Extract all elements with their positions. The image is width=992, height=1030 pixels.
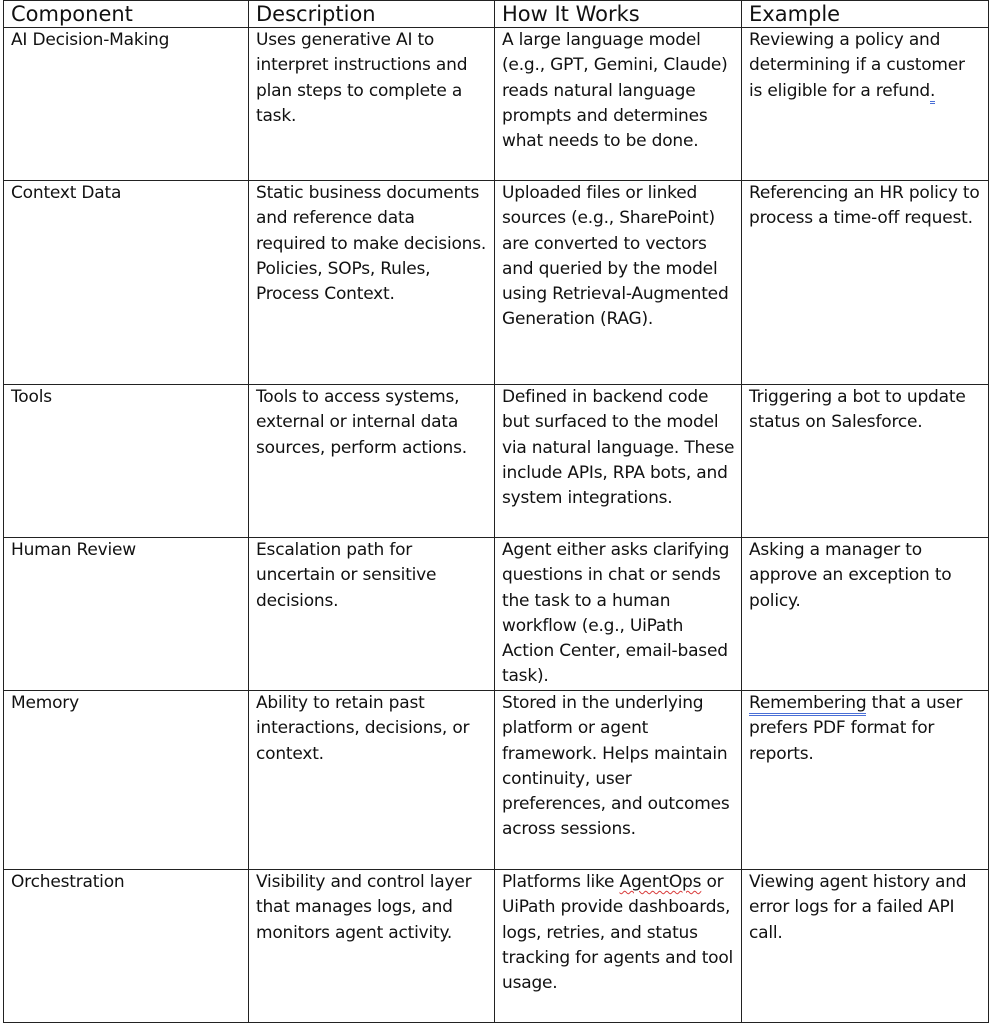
cell-component: Context Data — [4, 181, 249, 385]
table-row — [4, 28, 989, 181]
cell-component: Memory — [4, 691, 249, 870]
table-row — [4, 181, 989, 385]
cell-how-it-works — [495, 870, 742, 1023]
cell-how-it-works: Uploaded files or linked sources (e.g., SharePoint) are converted to vectors and queried by the model using Retrieval-Augmented Generation (RAG). — [495, 181, 742, 385]
cell-component: Human Review — [4, 538, 249, 691]
header-description: Description — [249, 1, 495, 28]
cell-example: Viewing agent history and error logs for a failed API call. — [742, 870, 989, 1023]
table-row — [4, 538, 989, 691]
cell-component: Tools — [4, 385, 249, 538]
table-row — [4, 691, 989, 870]
cell-description: Tools to access systems, external or internal data sources, perform actions. — [249, 385, 495, 538]
how-text: Platforms like — [502, 872, 620, 892]
table-row — [4, 385, 989, 538]
cell-description: Ability to retain past interactions, decisions, or context. — [249, 691, 495, 870]
spelling-error-word[interactable]: AgentOps — [619, 872, 702, 892]
cell-description: Uses generative AI to interpret instructions and plan steps to complete a task. — [249, 28, 495, 181]
cell-description: Escalation path for uncertain or sensitive decisions. — [249, 538, 495, 691]
cell-example — [742, 691, 989, 870]
how-text: or UiPath provide dashboards, logs, retries, and status tracking for agents and tool usage. — [502, 872, 734, 994]
cell-component: Orchestration — [4, 870, 249, 1023]
grammar-suggestion-mark[interactable]: . — [930, 81, 935, 104]
cell-how-it-works: Agent either asks clarifying questions in chat or sends the task to a human workflow (e.g., UiPath Action Center, email-based task). — [495, 538, 742, 691]
cell-example: Asking a manager to approve an exception to policy. — [742, 538, 989, 691]
cell-how-it-works: A large language model (e.g., GPT, Gemini, Claude) reads natural language prompts and determines what needs to be done. — [495, 28, 742, 181]
cell-description: Static business documents and reference data required to make decisions. Policies, SOPs, Rules, Process Context. — [249, 181, 495, 385]
grammar-suggestion-word[interactable]: Remembering — [749, 693, 866, 716]
cell-component: AI Decision-Making — [4, 28, 249, 181]
header-component: Component — [4, 1, 249, 28]
example-text: Reviewing a policy and determining if a customer is eligible for a refund — [749, 30, 965, 101]
cell-example: Referencing an HR policy to process a time-off request. — [742, 181, 989, 385]
components-table — [3, 0, 989, 1023]
cell-description: Visibility and control layer that manages logs, and monitors agent activity. — [249, 870, 495, 1023]
cell-how-it-works: Defined in backend code but surfaced to the model via natural language. These include APIs, RPA bots, and system integrations. — [495, 385, 742, 538]
table-row — [4, 870, 989, 1023]
cell-example — [742, 28, 989, 181]
cell-how-it-works: Stored in the underlying platform or agent framework. Helps maintain continuity, user preferences, and outcomes across sessions. — [495, 691, 742, 870]
header-example: Example — [742, 1, 989, 28]
header-how-it-works: How It Works — [495, 1, 742, 28]
header-row — [4, 1, 989, 28]
example-text: that a user prefers PDF format for reports. — [749, 693, 963, 764]
cell-example: Triggering a bot to update status on Salesforce. — [742, 385, 989, 538]
